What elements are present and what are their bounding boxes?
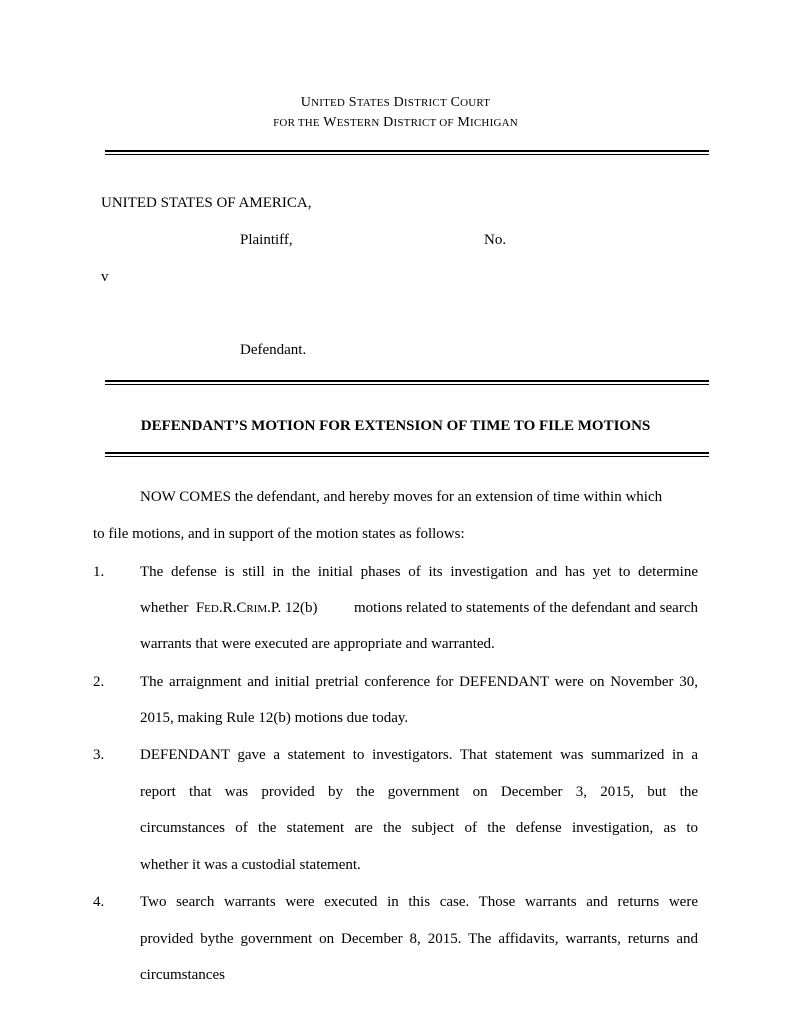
caption-plaintiff-label: Plaintiff, xyxy=(240,232,293,248)
caption-party-name: UNITED STATES OF AMERICA, xyxy=(101,195,312,211)
motion-title: DEFENDANT’S MOTION FOR EXTENSION OF TIME TO FILE MOTIONS xyxy=(140,418,651,434)
court-name-line2: FOR THE WESTERN DISTRICT OF MICHIGAN xyxy=(273,115,518,130)
item-4-line-3: circumstances xyxy=(140,967,225,983)
item-number: 2. xyxy=(93,674,105,690)
item-3-line-2: report that was provided by the government on December 3, 2015, but the xyxy=(140,784,698,800)
item-3-line-1: DEFENDANT gave a statement to investigators. That statement was summarized in a xyxy=(140,747,698,763)
intro-line-2: to file motions, and in support of the motion states as follows: xyxy=(93,526,465,542)
item-1-line-1: The defense is still in the initial phases of its investigation and has yet to determine xyxy=(140,564,698,580)
court-name-line1: UNITED STATES DISTRICT COURT xyxy=(300,95,491,110)
item-4-line-1: Two search warrants were executed in this case. Those warrants and returns were xyxy=(140,894,698,910)
case-number-label: No. xyxy=(484,232,507,248)
item-2-line-1: The arraignment and initial pretrial conference for DEFENDANT were on November 30, xyxy=(140,674,698,690)
item-number: 4. xyxy=(93,894,105,910)
item-1-line-3: warrants that were executed are appropriate and warranted. xyxy=(140,636,495,652)
item-3-line-4: whether it was a custodial statement. xyxy=(140,857,361,873)
caption-versus: v xyxy=(101,269,109,285)
caption-defendant-label: Defendant. xyxy=(240,342,307,358)
item-1-line-2: whether FED.R.CRIM.P. 12(b) motions related to statements of the defendant and search xyxy=(140,600,698,616)
item-3-line-3: circumstances of the statement are the subject of the defense investigation, as to xyxy=(140,820,698,836)
item-number: 1. xyxy=(93,564,105,580)
header-double-rule xyxy=(105,150,709,155)
item-number: 3. xyxy=(93,747,105,763)
caption-double-rule xyxy=(105,380,709,385)
intro-line-1: NOW COMES the defendant, and hereby moves for an extension of time within which xyxy=(140,489,663,505)
rule-citation: FED.R.CRIM.P. 12(b) xyxy=(195,600,318,616)
item-2-line-2: 2015, making Rule 12(b) motions due today. xyxy=(140,710,409,726)
item-4-line-2: provided bythe government on December 8, 2015. The affidavits, warrants, returns and xyxy=(140,931,698,947)
title-double-rule xyxy=(105,452,709,457)
